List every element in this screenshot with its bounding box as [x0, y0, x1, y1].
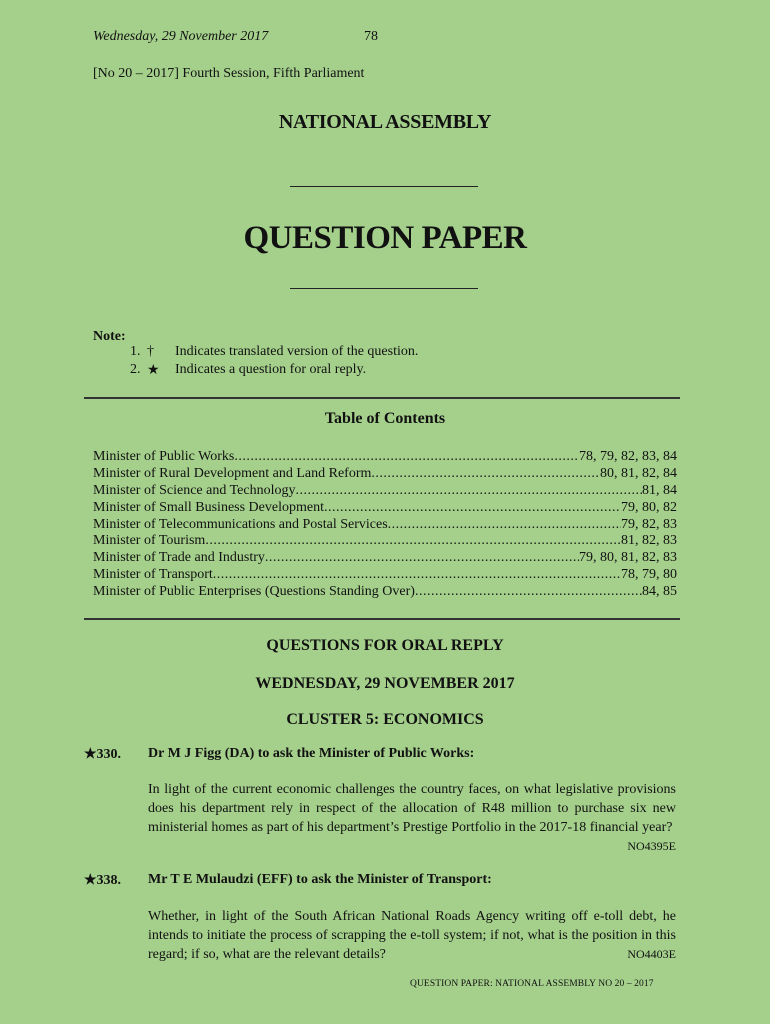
assembly-title: NATIONAL ASSEMBLY [278, 111, 492, 133]
toc-row[interactable]: Minister of Public Enterprises (Questions Standing Over) ..... 84, 85 [93, 584, 677, 601]
question-number: ★338. [84, 873, 122, 888]
toc-row[interactable]: Minister of Telecommunications and Postal Services ..... 79, 82, 83 [93, 517, 677, 534]
note-item: 1. † Indicates translated version of the question. [130, 344, 419, 359]
dagger-icon: † [147, 344, 154, 359]
toc-row[interactable]: Minister of Public Works ..... 78, 79, 82, 83, 84 [93, 449, 677, 466]
question-heading: Mr T E Mulaudzi (EFF) to ask the Minister of Transport: [148, 872, 492, 887]
divider-top [290, 186, 478, 187]
note-title: Note: [93, 329, 126, 344]
divider-toc-bottom [84, 618, 680, 620]
page-footer: QUESTION PAPER: NATIONAL ASSEMBLY NO 20 – 2017 [410, 979, 654, 989]
question-heading: Dr M J Figg (DA) to ask the Minister of Public Works: [148, 746, 475, 761]
cluster-heading: CLUSTER 5: ECONOMICS [286, 711, 484, 728]
toc-row[interactable]: Minister of Small Business Development ..... 79, 80, 82 [93, 500, 677, 517]
question-body: Whether, in light of the South African National Roads Agency writing off e-toll debt, he intends to initiate the process of scrapping the e-toll system; if not, what is the position in this regard; if so, what are the relevant details? NO4403E [148, 909, 676, 962]
table-of-contents [93, 449, 677, 601]
toc-title: Table of Contents [324, 410, 446, 427]
star-icon: ★ [147, 363, 160, 378]
session-line: [No 20 – 2017] Fourth Session, Fifth Parliament [93, 66, 365, 81]
toc-row[interactable]: Minister of Transport ..... 78, 79, 80 [93, 567, 677, 584]
divider-toc-top [84, 397, 680, 399]
page-number: 78 [364, 29, 378, 44]
header-date: Wednesday, 29 November 2017 [93, 29, 269, 44]
note-item: 2. ★ Indicates a question for oral reply. [130, 362, 367, 378]
toc-row[interactable]: Minister of Science and Technology ..... 81, 84 [93, 483, 677, 500]
section-heading: QUESTIONS FOR ORAL REPLY [266, 637, 504, 654]
question-ref: NO4403E [627, 947, 676, 961]
toc-row[interactable]: Minister of Tourism ..... 81, 82, 83 [93, 533, 677, 550]
question-number: ★330. [84, 747, 122, 762]
page-title: QUESTION PAPER [243, 220, 527, 256]
question-body: In light of the current economic challenges the country faces, on what legislative provisions does his department rely in respect of the allocation of R48 million to purchase six new ministerial homes as part of his department’s Prestige Portfolio in the 2017-18 financial year? NO4395E [148, 780, 676, 856]
toc-row[interactable]: Minister of Trade and Industry ..... 79, 80, 81, 82, 83 [93, 550, 677, 567]
section-date: WEDNESDAY, 29 NOVEMBER 2017 [255, 675, 515, 692]
question-ref: NO4395E [627, 839, 676, 853]
toc-row[interactable]: Minister of Rural Development and Land Reform ..... 80, 81, 82, 84 [93, 466, 677, 483]
divider-bottom [290, 288, 478, 289]
